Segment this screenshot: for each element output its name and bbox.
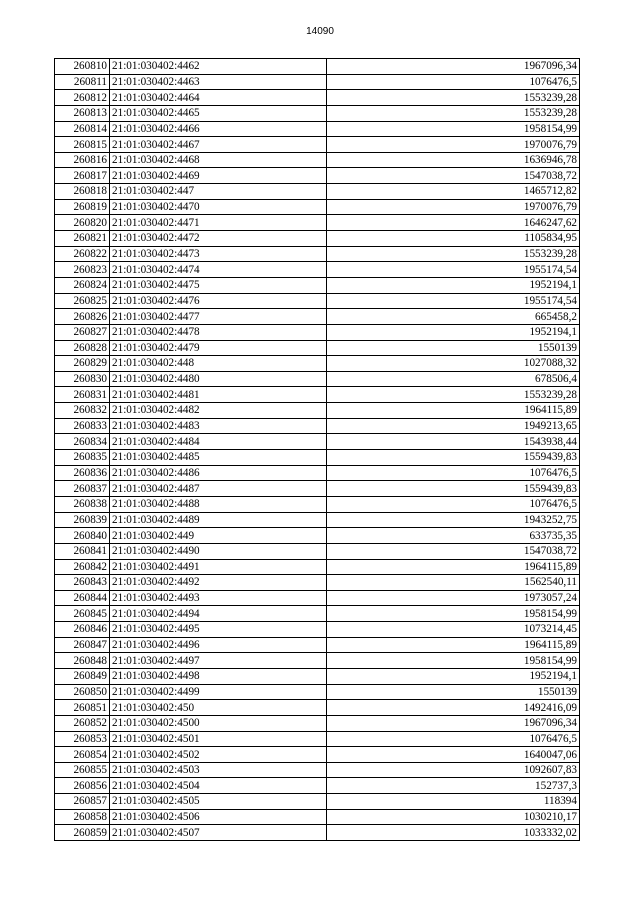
- table-row: [55, 684, 580, 700]
- row-number-cell: 260836: [55, 465, 110, 481]
- cadastral-number-cell: 21:01:030402:4483: [110, 418, 327, 434]
- cadastral-number-cell: 21:01:030402:4466: [110, 121, 327, 137]
- row-number-cell: 260829: [55, 356, 110, 372]
- row-number-cell: 260857: [55, 794, 110, 810]
- table-row: [55, 152, 580, 168]
- table-row: [55, 496, 580, 512]
- cadastral-value-cell: 1640047,06: [327, 747, 580, 763]
- cadastral-value-cell: 1030210,17: [327, 809, 580, 825]
- cadastral-value-cell: 1033332,02: [327, 825, 580, 841]
- table-row: [55, 481, 580, 497]
- cadastral-number-cell: 21:01:030402:4484: [110, 434, 327, 450]
- cadastral-number-cell: 21:01:030402:4492: [110, 575, 327, 591]
- cadastral-number-cell: 21:01:030402:4478: [110, 324, 327, 340]
- cadastral-value-cell: 1076476,5: [327, 731, 580, 747]
- row-number-cell: 260847: [55, 637, 110, 653]
- row-number-cell: 260841: [55, 543, 110, 559]
- row-number-cell: 260852: [55, 715, 110, 731]
- cadastral-value-cell: 1027088,32: [327, 356, 580, 372]
- cadastral-number-cell: 21:01:030402:4494: [110, 606, 327, 622]
- cadastral-value-cell: 1553239,28: [327, 105, 580, 121]
- row-number-cell: 260845: [55, 606, 110, 622]
- cadastral-number-cell: 21:01:030402:4468: [110, 152, 327, 168]
- cadastral-value-cell: 1465712,82: [327, 184, 580, 200]
- cadastral-number-cell: 21:01:030402:448: [110, 356, 327, 372]
- row-number-cell: 260859: [55, 825, 110, 841]
- cadastral-number-cell: 21:01:030402:4470: [110, 199, 327, 215]
- cadastral-value-cell: 1973057,24: [327, 590, 580, 606]
- row-number-cell: 260832: [55, 403, 110, 419]
- cadastral-value-cell: 1964115,89: [327, 559, 580, 575]
- cadastral-value-cell: 1967096,34: [327, 59, 580, 75]
- cadastral-value-cell: 1553239,28: [327, 246, 580, 262]
- cadastral-number-cell: 21:01:030402:4486: [110, 465, 327, 481]
- row-number-cell: 260846: [55, 622, 110, 638]
- table-row: [55, 262, 580, 278]
- table-row: [55, 559, 580, 575]
- cadastral-number-cell: 21:01:030402:4472: [110, 231, 327, 247]
- cadastral-number-cell: 21:01:030402:4493: [110, 590, 327, 606]
- cadastral-value-cell: 1943252,75: [327, 512, 580, 528]
- cadastral-value-cell: 678506,4: [327, 371, 580, 387]
- table-row: [55, 215, 580, 231]
- row-number-cell: 260830: [55, 371, 110, 387]
- table-row: [55, 387, 580, 403]
- cadastral-number-cell: 21:01:030402:4474: [110, 262, 327, 278]
- row-number-cell: 260810: [55, 59, 110, 75]
- cadastral-value-cell: 665458,2: [327, 309, 580, 325]
- table-row: [55, 590, 580, 606]
- row-number-cell: 260822: [55, 246, 110, 262]
- table-row: [55, 450, 580, 466]
- table-row: [55, 293, 580, 309]
- page-number: 14090: [306, 26, 334, 37]
- cadastral-number-cell: 21:01:030402:4480: [110, 371, 327, 387]
- cadastral-value-cell: 1646247,62: [327, 215, 580, 231]
- table-row: [55, 90, 580, 106]
- cadastral-number-cell: 21:01:030402:4506: [110, 809, 327, 825]
- cadastral-value-cell: 1970076,79: [327, 199, 580, 215]
- cadastral-number-cell: 21:01:030402:4475: [110, 277, 327, 293]
- cadastral-value-cell: 1550139: [327, 684, 580, 700]
- cadastral-number-cell: 21:01:030402:4505: [110, 794, 327, 810]
- table-row: [55, 528, 580, 544]
- row-number-cell: 260834: [55, 434, 110, 450]
- cadastral-value-cell: 1958154,99: [327, 606, 580, 622]
- cadastral-number-cell: 21:01:030402:4463: [110, 74, 327, 90]
- row-number-cell: 260815: [55, 137, 110, 153]
- cadastral-number-cell: 21:01:030402:4490: [110, 543, 327, 559]
- table-row: [55, 59, 580, 75]
- row-number-cell: 260824: [55, 277, 110, 293]
- row-number-cell: 260844: [55, 590, 110, 606]
- cadastral-number-cell: 21:01:030402:4476: [110, 293, 327, 309]
- row-number-cell: 260853: [55, 731, 110, 747]
- table-row: [55, 606, 580, 622]
- table-row: [55, 512, 580, 528]
- cadastral-number-cell: 21:01:030402:450: [110, 700, 327, 716]
- table-row: [55, 231, 580, 247]
- row-number-cell: 260858: [55, 809, 110, 825]
- row-number-cell: 260828: [55, 340, 110, 356]
- cadastral-number-cell: 21:01:030402:447: [110, 184, 327, 200]
- cadastral-number-cell: 21:01:030402:4497: [110, 653, 327, 669]
- cadastral-number-cell: 21:01:030402:4489: [110, 512, 327, 528]
- table-row: [55, 246, 580, 262]
- table-row: [55, 137, 580, 153]
- row-number-cell: 260819: [55, 199, 110, 215]
- cadastral-value-cell: 1964115,89: [327, 637, 580, 653]
- row-number-cell: 260854: [55, 747, 110, 763]
- table-row: [55, 715, 580, 731]
- cadastral-value-cell: 1559439,83: [327, 450, 580, 466]
- table-row: [55, 622, 580, 638]
- table-row: [55, 121, 580, 137]
- row-number-cell: 260839: [55, 512, 110, 528]
- cadastral-value-cell: 1553239,28: [327, 90, 580, 106]
- table-row: [55, 340, 580, 356]
- row-number-cell: 260833: [55, 418, 110, 434]
- row-number-cell: 260840: [55, 528, 110, 544]
- row-number-cell: 260850: [55, 684, 110, 700]
- cadastral-number-cell: 21:01:030402:4504: [110, 778, 327, 794]
- table-row: [55, 324, 580, 340]
- cadastral-value-cell: 1492416,09: [327, 700, 580, 716]
- row-number-cell: 260837: [55, 481, 110, 497]
- cadastral-value-cell: 1967096,34: [327, 715, 580, 731]
- row-number-cell: 260820: [55, 215, 110, 231]
- row-number-cell: 260817: [55, 168, 110, 184]
- cadastral-number-cell: 21:01:030402:4467: [110, 137, 327, 153]
- cadastral-number-cell: 21:01:030402:4502: [110, 747, 327, 763]
- table-row: [55, 277, 580, 293]
- table-row: [55, 465, 580, 481]
- row-number-cell: 260842: [55, 559, 110, 575]
- table-row: [55, 356, 580, 372]
- cadastral-number-cell: 21:01:030402:4464: [110, 90, 327, 106]
- cadastral-number-cell: 21:01:030402:4462: [110, 59, 327, 75]
- row-number-cell: 260851: [55, 700, 110, 716]
- cadastral-number-cell: 21:01:030402:4491: [110, 559, 327, 575]
- cadastral-value-cell: 1955174,54: [327, 262, 580, 278]
- cadastral-value-cell: 1970076,79: [327, 137, 580, 153]
- cadastral-value-cell: 1958154,99: [327, 653, 580, 669]
- row-number-cell: 260818: [55, 184, 110, 200]
- cadastral-number-cell: 21:01:030402:4500: [110, 715, 327, 731]
- table-row: [55, 809, 580, 825]
- cadastral-number-cell: 21:01:030402:4499: [110, 684, 327, 700]
- row-number-cell: 260838: [55, 496, 110, 512]
- cadastral-number-cell: 21:01:030402:4487: [110, 481, 327, 497]
- table-row: [55, 184, 580, 200]
- cadastral-number-cell: 21:01:030402:4481: [110, 387, 327, 403]
- row-number-cell: 260843: [55, 575, 110, 591]
- table-row: [55, 575, 580, 591]
- cadastral-value-cell: 1952194,1: [327, 668, 580, 684]
- row-number-cell: 260821: [55, 231, 110, 247]
- table-row: [55, 309, 580, 325]
- cadastral-value-cell: 1636946,78: [327, 152, 580, 168]
- cadastral-value-cell: 1559439,83: [327, 481, 580, 497]
- table-row: [55, 825, 580, 841]
- cadastral-number-cell: 21:01:030402:4465: [110, 105, 327, 121]
- cadastral-value-cell: 1547038,72: [327, 168, 580, 184]
- table-row: [55, 543, 580, 559]
- cadastral-number-cell: 21:01:030402:4498: [110, 668, 327, 684]
- table-row: [55, 371, 580, 387]
- cadastral-value-cell: 1955174,54: [327, 293, 580, 309]
- cadastral-value-cell: 1964115,89: [327, 403, 580, 419]
- cadastral-value-cell: 1543938,44: [327, 434, 580, 450]
- table-row: [55, 434, 580, 450]
- row-number-cell: 260835: [55, 450, 110, 466]
- row-number-cell: 260848: [55, 653, 110, 669]
- cadastral-value-cell: 1547038,72: [327, 543, 580, 559]
- cadastral-value-cell: 1949213,65: [327, 418, 580, 434]
- cadastral-value-table: [54, 58, 580, 841]
- cadastral-number-cell: 21:01:030402:4503: [110, 762, 327, 778]
- cadastral-number-cell: 21:01:030402:4473: [110, 246, 327, 262]
- table-row: [55, 653, 580, 669]
- cadastral-value-cell: 633735,35: [327, 528, 580, 544]
- cadastral-value-cell: 152737,3: [327, 778, 580, 794]
- cadastral-value-cell: 1553239,28: [327, 387, 580, 403]
- table-row: [55, 105, 580, 121]
- cadastral-number-cell: 21:01:030402:4485: [110, 450, 327, 466]
- row-number-cell: 260856: [55, 778, 110, 794]
- cadastral-value-cell: 1958154,99: [327, 121, 580, 137]
- cadastral-value-cell: 1562540,11: [327, 575, 580, 591]
- cadastral-number-cell: 21:01:030402:4507: [110, 825, 327, 841]
- row-number-cell: 260813: [55, 105, 110, 121]
- table-row: [55, 403, 580, 419]
- table-row: [55, 731, 580, 747]
- table-row: [55, 668, 580, 684]
- cadastral-value-cell: 1076476,5: [327, 74, 580, 90]
- row-number-cell: 260855: [55, 762, 110, 778]
- cadastral-number-cell: 21:01:030402:4488: [110, 496, 327, 512]
- row-number-cell: 260825: [55, 293, 110, 309]
- row-number-cell: 260823: [55, 262, 110, 278]
- table-row: [55, 700, 580, 716]
- row-number-cell: 260826: [55, 309, 110, 325]
- cadastral-value-cell: 1952194,1: [327, 324, 580, 340]
- cadastral-number-cell: 21:01:030402:4479: [110, 340, 327, 356]
- table-row: [55, 199, 580, 215]
- table-row: [55, 762, 580, 778]
- row-number-cell: 260816: [55, 152, 110, 168]
- cadastral-number-cell: 21:01:030402:449: [110, 528, 327, 544]
- table-row: [55, 778, 580, 794]
- cadastral-number-cell: 21:01:030402:4477: [110, 309, 327, 325]
- cadastral-value-cell: 118394: [327, 794, 580, 810]
- cadastral-number-cell: 21:01:030402:4496: [110, 637, 327, 653]
- cadastral-number-cell: 21:01:030402:4501: [110, 731, 327, 747]
- row-number-cell: 260812: [55, 90, 110, 106]
- cadastral-number-cell: 21:01:030402:4482: [110, 403, 327, 419]
- table-row: [55, 794, 580, 810]
- row-number-cell: 260814: [55, 121, 110, 137]
- table-body: [55, 59, 580, 841]
- cadastral-value-cell: 1105834,95: [327, 231, 580, 247]
- cadastral-number-cell: 21:01:030402:4471: [110, 215, 327, 231]
- cadastral-value-cell: 1952194,1: [327, 277, 580, 293]
- row-number-cell: 260827: [55, 324, 110, 340]
- table-row: [55, 418, 580, 434]
- cadastral-value-cell: 1092607,83: [327, 762, 580, 778]
- cadastral-number-cell: 21:01:030402:4495: [110, 622, 327, 638]
- cadastral-value-cell: 1550139: [327, 340, 580, 356]
- table-row: [55, 74, 580, 90]
- table-row: [55, 168, 580, 184]
- table-row: [55, 747, 580, 763]
- cadastral-value-cell: 1076476,5: [327, 496, 580, 512]
- row-number-cell: 260811: [55, 74, 110, 90]
- cadastral-value-cell: 1076476,5: [327, 465, 580, 481]
- cadastral-value-cell: 1073214,45: [327, 622, 580, 638]
- row-number-cell: 260849: [55, 668, 110, 684]
- table-row: [55, 637, 580, 653]
- cadastral-number-cell: 21:01:030402:4469: [110, 168, 327, 184]
- row-number-cell: 260831: [55, 387, 110, 403]
